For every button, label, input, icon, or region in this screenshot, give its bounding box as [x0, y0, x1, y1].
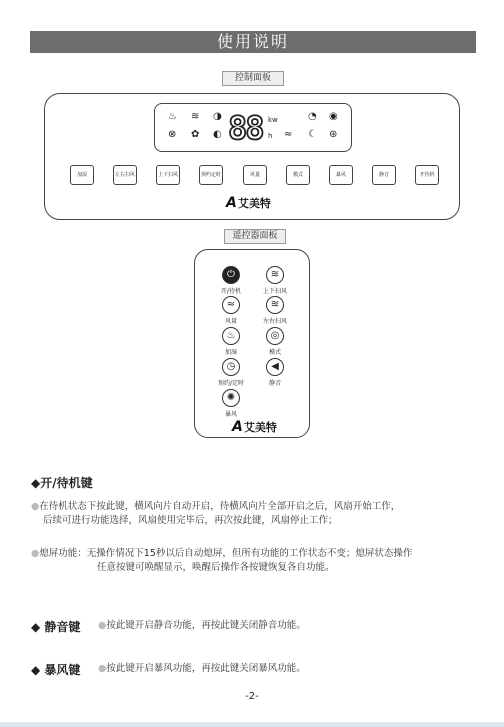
power-section-heading: ◆开/待机键 [31, 476, 93, 490]
panel-power-button[interactable]: 开待机 [415, 165, 439, 185]
bottom-divider [0, 722, 504, 727]
remote-vertical-swing-label: 上下扫风 [262, 288, 287, 295]
mode-indicator-icon: ◐ [213, 129, 222, 140]
panel-vertical-swing-button[interactable]: 上下扫风 [156, 165, 180, 185]
remote-horizontal-swing-label: 左右扫风 [262, 318, 287, 325]
panel-horizontal-swing-button[interactable]: 左右扫风 [113, 165, 137, 185]
fan-speed-icon[interactable]: ≈ [222, 296, 240, 314]
moon-indicator-icon: ☾ [308, 129, 317, 140]
storm-section-heading: ◆ 暴风键 [31, 663, 81, 677]
page-title: 使用说明 [30, 31, 476, 53]
timer-icon[interactable]: ◷ [222, 358, 240, 376]
panel-mode-button[interactable]: 模式 [286, 165, 310, 185]
panel-fan-speed-button[interactable]: 风量 [243, 165, 267, 185]
mode-icon[interactable]: ◎ [266, 327, 284, 345]
panel-humidify-button[interactable]: 加湿 [70, 165, 94, 185]
storm-icon[interactable]: ✺ [222, 389, 240, 407]
storm-indicator-icon: ◑ [213, 111, 222, 122]
page-number: -2- [245, 691, 259, 702]
storm-section-text: ●按此键开启暴风功能，再按此键关闭暴风功能。 [98, 663, 306, 674]
wind-indicator-icon: ≈ [284, 129, 293, 140]
remote-mute-label: 静音 [268, 380, 281, 387]
panel-storm-button[interactable]: 暴风 [329, 165, 353, 185]
remote-fan-speed-label: 风量 [224, 318, 237, 325]
swing-indicator-icon: ≋ [191, 111, 200, 122]
display-digits: 88 [228, 109, 263, 147]
remote-brand-logo: A艾美特 [232, 419, 277, 435]
mute-section-text: ●按此键开启静音功能，再按此键关闭静音功能。 [98, 620, 306, 631]
natural-wind-indicator-icon: ◉ [329, 111, 338, 122]
panel-timer-button[interactable]: 预约定时 [199, 165, 223, 185]
fan-indicator-icon: ✿ [191, 129, 200, 140]
hour-unit: h [268, 132, 273, 140]
sleep-section-text: ●熄屏功能：无操作情况下15秒以后自动熄屏，但所有功能的工作状态不变；熄屏状态操作 任意按键可唤醒显示，唤醒后操作各按键恢复各自功能。 [31, 548, 413, 573]
remote-storm-label: 暴风 [224, 411, 237, 418]
horizontal-swing-icon[interactable]: ≋ [266, 296, 284, 314]
kw-unit: kw [268, 116, 278, 124]
remote-humidify-label: 加湿 [224, 349, 237, 356]
remote-power-label: 开/待机 [220, 288, 242, 295]
power-section-text: ●在待机状态下按此键，横风向片自动开启，待横风向片全部开启之后，风扇开始工作， 后续可进行功能选择，风扇使用完毕后，再次按此键，风扇停止工作； [31, 501, 401, 526]
panel-brand-logo: A艾美特 [226, 195, 271, 211]
control-panel-label: 控制面板 [222, 71, 284, 86]
power-indicator-icon: ⊛ [329, 129, 338, 140]
sleep-indicator-icon: ◔ [308, 111, 317, 122]
mute-section-heading: ◆ 静音键 [31, 620, 81, 634]
humidify-icon[interactable]: ♨ [222, 327, 240, 345]
remote-timer-label: 预约/定时 [217, 380, 245, 387]
remote-mode-label: 模式 [268, 349, 281, 356]
water-indicator-icon: ⊗ [168, 129, 177, 140]
remote-panel-label: 遥控器面板 [224, 229, 286, 244]
humidify-indicator-icon: ♨ [168, 111, 177, 122]
power-icon[interactable]: ⏻ [222, 266, 240, 284]
mute-icon[interactable]: ◀ [266, 358, 284, 376]
vertical-swing-icon[interactable]: ≋ [266, 266, 284, 284]
panel-mute-button[interactable]: 静音 [372, 165, 396, 185]
